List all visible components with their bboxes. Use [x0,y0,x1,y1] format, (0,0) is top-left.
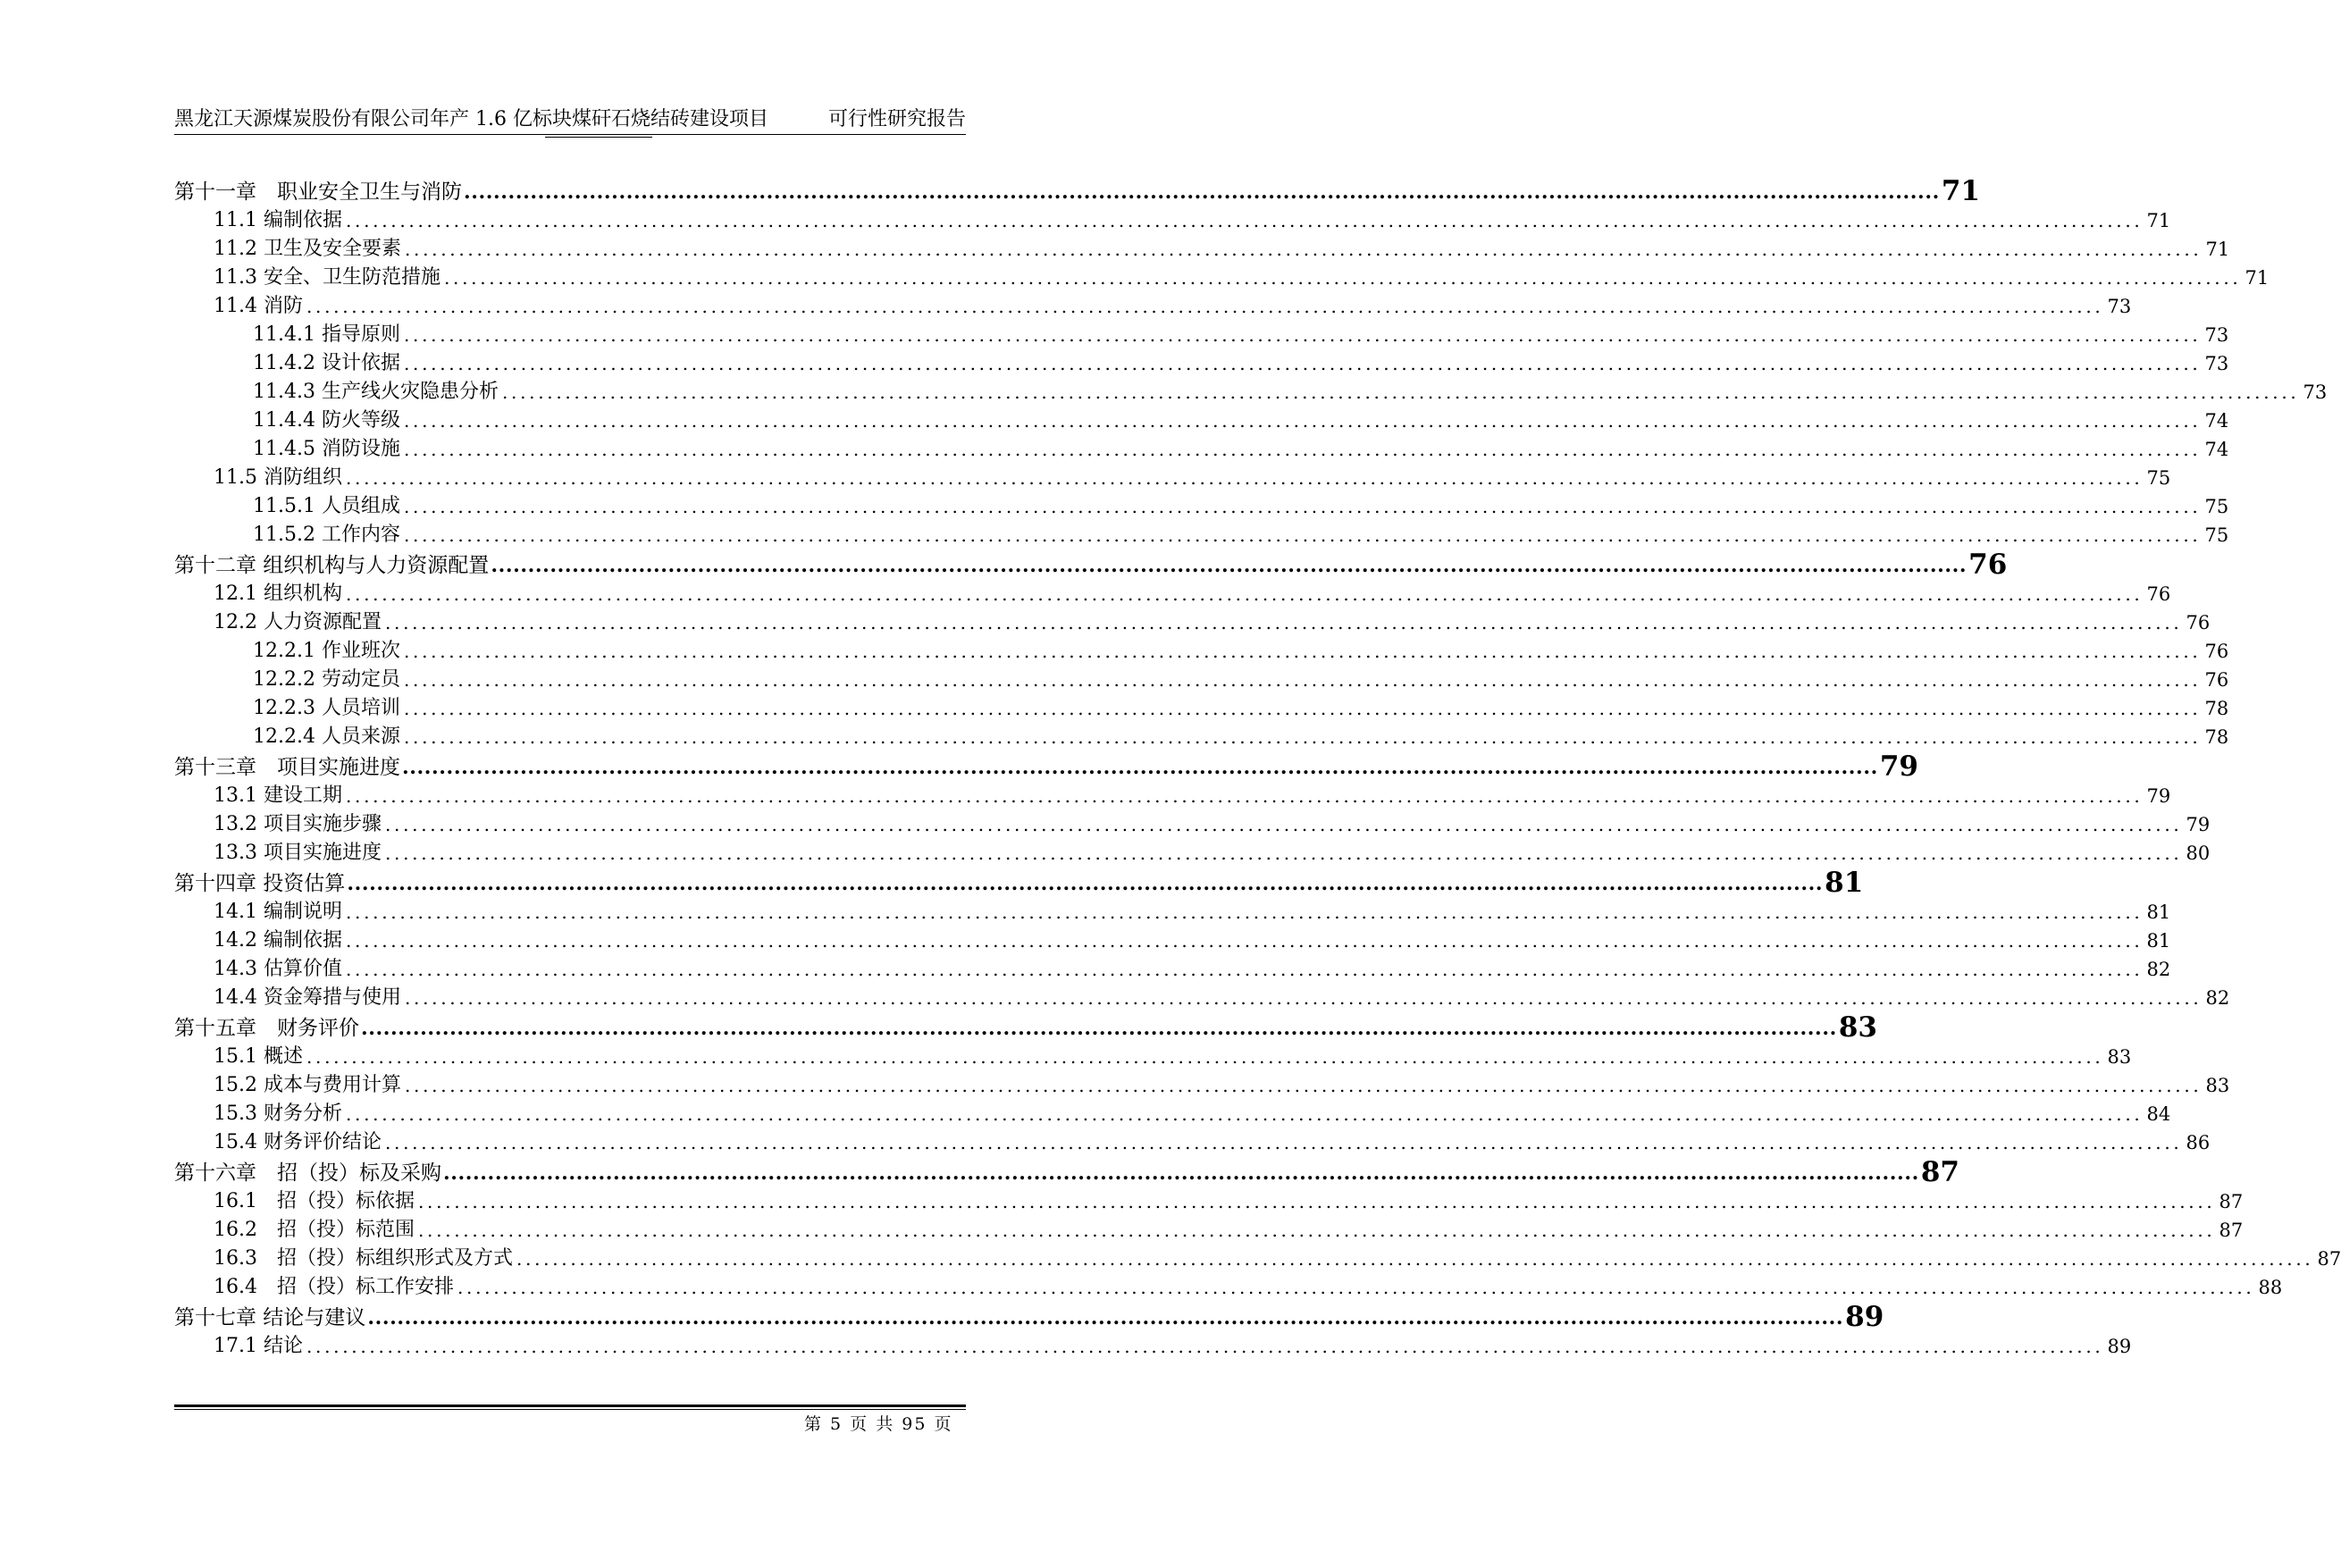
toc-section-entry[interactable] [174,1128,2211,1156]
footer-rule-thin [174,1409,966,1410]
toc-leader-dots: ........................................................................................................................................................................................................ [443,267,2242,289]
toc-section-entry[interactable] [174,954,2171,983]
toc-section-entry[interactable] [174,1042,2132,1070]
toc-leader-dots: ........................................................................................................................................................................................................ [403,353,2202,374]
toc-section-entry[interactable] [174,1070,2230,1099]
toc-entry-page: 89 [2107,1336,2132,1357]
toc-entry-page: 78 [2204,726,2229,748]
toc-entry-page: 73 [2107,296,2132,317]
running-header [174,105,966,134]
toc-leader-dots: ........................................................................................................................................................................................................ [516,1248,2314,1270]
toc-entry-label: 第十二章 组织机构与人力资源配置 [174,554,490,577]
toc-entry-label: 第十七章 结论与建议 [174,1306,366,1329]
toc-subsection-entry[interactable] [174,320,2229,348]
toc-section-entry[interactable] [174,205,2171,234]
toc-leader-dots: ........................................................................................................................................................................................................ [403,726,2202,748]
toc-entry-label: 第十三章 项目实施进度 [174,756,400,779]
toc-leader-dots: ........................................................................................................................................................................................................ [403,669,2202,691]
toc-leader-dots: ........................................................................................................................................................................................................ [345,467,2144,489]
toc-entry-page: 83 [1838,1011,1877,1044]
toc-section-entry[interactable] [174,1099,2171,1128]
toc-entry-page: 84 [2146,1103,2171,1125]
toc-section-entry[interactable] [174,291,2132,320]
toc-leader-dots: ........................................................................................................................................................................................................ [347,872,1824,895]
header-project-title: 黑龙江天源煤炭股份有限公司年产 1.6 亿标块煤矸石烧结砖建设项目 [174,108,768,130]
toc-entry-page: 73 [2204,324,2229,346]
toc-entry-page: 76 [2204,669,2229,691]
toc-leader-dots: ........................................................................................................................................................................................................ [403,641,2202,662]
toc-entry-page: 86 [2186,1132,2211,1153]
toc-leader-dots: ........................................................................................................................................................................................................ [418,1191,2216,1212]
toc-entry-page: 76 [2146,583,2171,605]
toc-entry-page: 82 [2205,987,2230,1009]
toc-entry-page: 81 [2146,901,2171,923]
toc-leader-dots: ........................................................................................................................................................................................................ [501,382,2300,403]
toc-entry-page: 75 [2146,467,2171,489]
toc-entry-page: 83 [2107,1046,2132,1068]
toc-leader-dots: ........................................................................................................................................................................................................ [418,1220,2216,1241]
toc-entry-label: 第十一章 职业安全卫生与消防 [174,180,462,204]
toc-subsection-entry[interactable] [174,665,2229,693]
toc-entry-label: 11.4.1 指导原则 [253,323,400,346]
toc-leader-dots: ........................................................................................................................................................................................................ [403,410,2202,432]
toc-entry-label: 14.2 编制依据 [214,929,342,952]
toc-chapter-entry[interactable] [174,549,2008,581]
toc-leader-dots: ........................................................................................................................................................................................................ [345,210,2144,231]
header-rule-accent [545,137,652,138]
toc-entry-page: 78 [2204,698,2229,719]
toc-entry-page: 76 [2204,641,2229,662]
toc-entry-label: 11.4.3 生产线火灾隐患分析 [253,381,499,403]
toc-entry-label: 15.2 成本与费用计算 [214,1074,401,1096]
toc-leader-dots: ........................................................................................................................................................................................................ [491,554,1968,577]
toc-entry-label: 13.1 建设工期 [214,784,342,807]
toc-leader-dots: ........................................................................................................................................................................................................ [384,612,2183,633]
toc-entry-label: 第十六章 招（投）标及采购 [174,1161,441,1185]
toc-section-entry[interactable] [174,579,2171,608]
toc-entry-label: 第十四章 投资估算 [174,872,346,895]
toc-entry-page: 79 [2186,814,2211,835]
toc-leader-dots: ........................................................................................................................................................................................................ [345,959,2144,980]
toc-entry-label: 14.3 估算价值 [214,958,342,980]
toc-leader-dots: ........................................................................................................................................................................................................ [403,524,2202,546]
toc-section-entry[interactable] [174,897,2171,926]
toc-entry-label: 11.1 编制依据 [214,209,342,231]
toc-leader-dots: ........................................................................................................................................................................................................ [367,1306,1844,1329]
toc-leader-dots: ........................................................................................................................................................................................................ [384,814,2183,835]
toc-entry-label: 17.1 结论 [214,1335,303,1357]
toc-chapter-entry[interactable] [174,1301,1884,1333]
toc-entry-label: 16.2 招（投）标范围 [214,1219,415,1241]
toc-entry-label: 15.4 财务评价结论 [214,1131,382,1153]
toc-entry-label: 11.4.5 消防设施 [253,438,400,460]
toc-subsection-entry[interactable] [174,693,2229,722]
toc-section-entry[interactable] [174,983,2230,1011]
toc-entry-label: 11.3 安全、卫生防范措施 [214,266,441,289]
toc-leader-dots: ........................................................................................................................................................................................................ [345,901,2144,923]
toc-entry-label: 15.3 财务分析 [214,1103,342,1125]
toc-entry-label: 13.2 项目实施步骤 [214,813,382,835]
toc-leader-dots: ........................................................................................................................................................................................................ [402,756,1878,779]
toc-leader-dots: ........................................................................................................................................................................................................ [403,496,2202,517]
toc-section-entry[interactable] [174,809,2211,838]
toc-leader-dots: ........................................................................................................................................................................................................ [403,698,2202,719]
toc-entry-label: 11.4.2 设计依据 [253,352,400,374]
toc-entry-page: 71 [2205,239,2230,260]
toc-entry-page: 87 [2317,1248,2341,1270]
toc-leader-dots: ........................................................................................................................................................................................................ [403,324,2202,346]
toc-entry-label: 13.3 项目实施进度 [214,842,382,864]
toc-entry-label: 第十五章 财务评价 [174,1017,359,1040]
toc-chapter-entry[interactable] [174,867,1864,899]
toc-entry-page: 73 [2303,382,2328,403]
toc-entry-page: 71 [1941,175,1980,207]
toc-entry-page: 81 [1825,867,1864,899]
toc-entry-label: 11.5 消防组织 [214,466,342,489]
toc-subsection-entry[interactable] [174,636,2229,665]
toc-chapter-entry[interactable] [174,1156,1959,1188]
toc-subsection-entry[interactable] [174,377,2328,406]
toc-leader-dots: ........................................................................................................................................................................................................ [345,1103,2144,1125]
toc-entry-label: 16.1 招（投）标依据 [214,1190,415,1212]
toc-entry-page: 74 [2204,439,2229,460]
toc-entry-page: 81 [2146,930,2171,952]
toc-section-entry[interactable] [174,234,2230,263]
toc-entry-page: 79 [2146,785,2171,807]
toc-entry-page: 80 [2186,843,2211,864]
toc-entry-page: 87 [1920,1156,1959,1188]
toc-entry-page: 74 [2204,410,2229,432]
toc-entry-page: 89 [1845,1301,1884,1333]
toc-leader-dots: ........................................................................................................................................................................................................ [384,843,2183,864]
toc-leader-dots: ........................................................................................................................................................................................................ [457,1277,2255,1298]
toc-section-entry[interactable] [174,1272,2283,1301]
toc-entry-page: 71 [2245,267,2270,289]
toc-leader-dots: ........................................................................................................................................................................................................ [361,1017,1837,1040]
toc-leader-dots: ........................................................................................................................................................................................................ [384,1132,2183,1153]
toc-entry-page: 87 [2219,1191,2244,1212]
toc-section-entry[interactable] [174,1215,2244,1244]
toc-entry-label: 14.4 资金筹措与使用 [214,986,401,1009]
toc-leader-dots: ........................................................................................................................................................................................................ [403,439,2202,460]
toc-entry-page: 71 [2146,210,2171,231]
toc-section-entry[interactable] [174,926,2171,954]
toc-entry-page: 75 [2204,496,2229,517]
toc-entry-label: 16.3 招（投）标组织形式及方式 [214,1247,513,1270]
toc-entry-page: 76 [2186,612,2211,633]
toc-entry-label: 11.2 卫生及安全要素 [214,238,401,260]
toc-section-entry[interactable] [174,1244,2341,1272]
toc-entry-label: 12.2.2 劳动定员 [253,668,400,691]
toc-entry-label: 11.5.2 工作内容 [253,524,400,546]
toc-leader-dots: ........................................................................................................................................................................................................ [464,180,1940,204]
toc-section-entry[interactable] [174,608,2211,636]
toc-entry-label: 12.2 人力资源配置 [214,611,382,633]
toc-section-entry[interactable] [174,1331,2132,1360]
toc-entry-label: 16.4 招（投）标工作安排 [214,1276,454,1298]
toc-entry-label: 12.2.4 人员来源 [253,725,400,748]
toc-entry-page: 87 [2219,1220,2244,1241]
header-rule [174,134,966,135]
toc-leader-dots: ........................................................................................................................................................................................................ [345,583,2144,605]
toc-section-entry[interactable] [174,463,2171,491]
toc-section-entry[interactable] [174,838,2211,867]
toc-leader-dots: ........................................................................................................................................................................................................ [404,239,2203,260]
toc-leader-dots: ........................................................................................................................................................................................................ [345,785,2144,807]
table-of-contents [174,175,2341,1360]
toc-subsection-entry[interactable] [174,722,2229,750]
toc-leader-dots: ........................................................................................................................................................................................................ [306,296,2104,317]
toc-entry-label: 12.1 组织机构 [214,583,342,605]
toc-entry-label: 14.1 编制说明 [214,901,342,923]
toc-entry-page: 75 [2204,524,2229,546]
toc-leader-dots: ........................................................................................................................................................................................................ [345,930,2144,952]
toc-chapter-entry[interactable] [174,175,1980,207]
toc-leader-dots: ........................................................................................................................................................................................................ [306,1336,2104,1357]
toc-leader-dots: ........................................................................................................................................................................................................ [404,987,2203,1009]
toc-entry-label: 11.4.4 防火等级 [253,409,400,432]
toc-section-entry[interactable] [174,781,2171,809]
toc-section-entry[interactable] [174,263,2270,291]
toc-chapter-entry[interactable] [174,1011,1877,1044]
header-doc-type: 可行性研究报告 [827,108,966,130]
toc-chapter-entry[interactable] [174,750,1918,783]
toc-leader-dots: ........................................................................................................................................................................................................ [443,1161,1919,1185]
toc-entry-label: 12.2.1 作业班次 [253,640,400,662]
toc-entry-page: 83 [2205,1075,2230,1096]
toc-entry-page: 82 [2146,959,2171,980]
toc-entry-label: 12.2.3 人员培训 [253,697,400,719]
toc-entry-page: 73 [2204,353,2229,374]
toc-leader-dots: ........................................................................................................................................................................................................ [404,1075,2203,1096]
footer-rule-thick [174,1404,966,1407]
toc-subsection-entry[interactable] [174,520,2229,549]
toc-section-entry[interactable] [174,1186,2244,1215]
toc-entry-label: 11.4 消防 [214,295,303,317]
toc-entry-page: 76 [1968,549,2008,581]
toc-entry-label: 11.5.1 人员组成 [253,495,400,517]
toc-subsection-entry[interactable] [174,434,2229,463]
toc-subsection-entry[interactable] [174,348,2229,377]
page-number: 第 5 页 共 95 页 [804,1414,953,1434]
toc-subsection-entry[interactable] [174,406,2229,434]
toc-entry-label: 15.1 概述 [214,1045,303,1068]
toc-entry-page: 79 [1879,750,1918,783]
toc-entry-page: 88 [2258,1277,2283,1298]
toc-subsection-entry[interactable] [174,491,2229,520]
toc-leader-dots: ........................................................................................................................................................................................................ [306,1046,2104,1068]
